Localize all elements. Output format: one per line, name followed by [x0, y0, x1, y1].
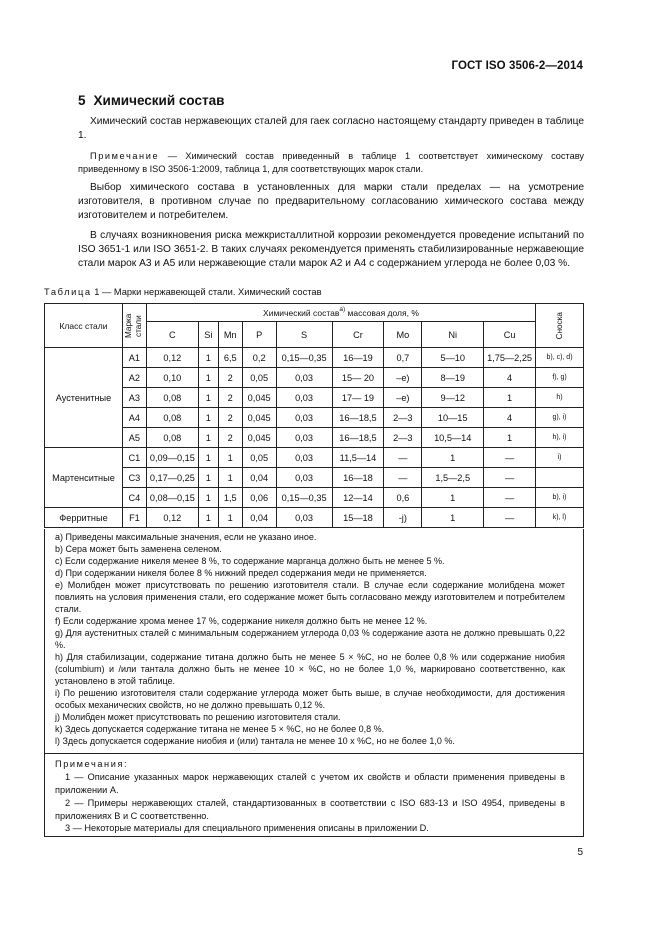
- note-item: 3 — Некоторые материалы для специального применения описаны в приложении D.: [65, 823, 429, 833]
- value-cell: 0,04: [242, 468, 276, 488]
- header-element: Cr: [332, 322, 384, 348]
- value-cell: 9—12: [422, 388, 484, 408]
- footnote-ref-cell: g), i): [536, 408, 584, 428]
- value-cell: 2: [218, 408, 242, 428]
- value-cell: -j): [384, 508, 422, 528]
- footnote-ref-cell: i): [536, 448, 584, 468]
- value-cell: —: [384, 468, 422, 488]
- table-notes: [44, 753, 584, 837]
- value-cell: 16—18,5: [332, 408, 384, 428]
- footnote: b) Сера может быть заменена селеном.: [55, 544, 222, 554]
- value-cell: 0,03: [276, 468, 332, 488]
- value-cell: 4: [484, 368, 536, 388]
- footnote-ref-cell: k), l): [536, 508, 584, 528]
- page-number: 5: [577, 847, 583, 858]
- value-cell: 1,5—2,5: [422, 468, 484, 488]
- header-steel-grade: [122, 304, 146, 348]
- paragraph-corrosion: В случаях возникновения риска межкристаллитной коррозии рекомендуется проведение испытаний по ISO 3651-1 или ISO 3651-2. В таких случаях рекомендуется применять стабилизированные нержавеющие стали марок А3 и А5 или нержавеющие стали марок А2 и А4 с содержанием углерода не более 0,03 %.: [78, 230, 584, 269]
- note-item: 1 — Описание указанных марок нержавеющих сталей с учетом их свойств и области применения приведены в приложении А.: [55, 772, 565, 795]
- footnote: e) Молибден может присутствовать по решению изготовителя стали. В случае если содержание молибдена может повлиять на условия применения стали, его содержание может быть согласовано между изготовителем и потребителем стали.: [55, 580, 565, 614]
- value-cell: 1,5: [218, 488, 242, 508]
- grade-cell: C3: [122, 468, 146, 488]
- value-cell: 6,5: [218, 348, 242, 368]
- value-cell: 0,04: [242, 508, 276, 528]
- header-composition-suffix: массовая доля, %: [345, 307, 419, 318]
- footnote-ref-cell: h), i): [536, 428, 584, 448]
- value-cell: 0,08: [146, 428, 198, 448]
- value-cell: 0,03: [276, 368, 332, 388]
- value-cell: —: [484, 468, 536, 488]
- grade-cell: A5: [122, 428, 146, 448]
- value-cell: 2—3: [384, 428, 422, 448]
- table-row: [45, 508, 584, 528]
- group-ferritic: Ферритные: [45, 508, 123, 528]
- footnote: k) Здесь допускается содержание титана не менее 5 × %С, но не более 0,8 %.: [55, 724, 385, 734]
- header-composition-sup: a): [339, 305, 346, 313]
- header-element: S: [276, 322, 332, 348]
- value-cell: 0,03: [276, 448, 332, 468]
- grade-cell: C4: [122, 488, 146, 508]
- section-title: Химический состав: [93, 93, 225, 108]
- value-cell: 0,08: [146, 408, 198, 428]
- value-cell: 0,12: [146, 508, 198, 528]
- value-cell: 2: [218, 368, 242, 388]
- value-cell: 0,09—0,15: [146, 448, 198, 468]
- grade-cell: A4: [122, 408, 146, 428]
- value-cell: 1: [198, 428, 218, 448]
- value-cell: 12—14: [332, 488, 384, 508]
- value-cell: 5—10: [422, 348, 484, 368]
- header-element: P: [242, 322, 276, 348]
- value-cell: 1: [484, 388, 536, 408]
- section-number: 5: [78, 93, 86, 108]
- value-cell: 16—18: [332, 468, 384, 488]
- value-cell: 1: [198, 408, 218, 428]
- value-cell: 8—19: [422, 368, 484, 388]
- header-element: Mo: [384, 322, 422, 348]
- value-cell: —: [484, 488, 536, 508]
- header-footnote: [536, 304, 584, 348]
- document-code: ГОСТ ISO 3506-2—2014: [451, 60, 583, 72]
- footnote: g) Для аустенитных сталей с минимальным содержанием углерода 0,03 % содержание азота не должно превышать 0,22 %.: [55, 628, 565, 650]
- group-austenitic: Аустенитные: [45, 348, 123, 448]
- value-cell: 0,03: [276, 408, 332, 428]
- table-row: [45, 408, 584, 428]
- header-composition: [146, 304, 535, 322]
- value-cell: 0,045: [242, 408, 276, 428]
- footnote-ref-cell: [536, 468, 584, 488]
- value-cell: 11,5—14: [332, 448, 384, 468]
- paragraph-intro: Химический состав нержавеющих сталей для гаек согласно настоящему стандарту приведен в таблице 1.: [78, 116, 584, 141]
- footnote: h) Для стабилизации, содержание титана должно быть не менее 5 × %С, но не более 0,8 % или содержание ниобия (columbium) и /или тантала должно быть не менее 10 × %С, но не более 1,0 %, маркировано соответственно, как установлено в этой таблице.: [55, 652, 565, 686]
- value-cell: 0,05: [242, 448, 276, 468]
- value-cell: 0,06: [242, 488, 276, 508]
- grade-cell: C1: [122, 448, 146, 468]
- value-cell: 0,03: [276, 508, 332, 528]
- header-element: Ni: [422, 322, 484, 348]
- value-cell: 16—18,5: [332, 428, 384, 448]
- header-element: Mn: [218, 322, 242, 348]
- note-paragraph: [78, 150, 584, 176]
- header-element: Cu: [484, 322, 536, 348]
- value-cell: 0,12: [146, 348, 198, 368]
- header-footnote-text: Сноска: [554, 311, 564, 340]
- value-cell: 0,6: [384, 488, 422, 508]
- value-cell: 1,75—2,25: [484, 348, 536, 368]
- footnote-ref-cell: f), g): [536, 368, 584, 388]
- table-row: [45, 468, 584, 488]
- value-cell: 0,045: [242, 388, 276, 408]
- value-cell: 10—15: [422, 408, 484, 428]
- footnote: j) Молибден может присутствовать по решению изготовителя стали.: [55, 712, 341, 722]
- grade-cell: A3: [122, 388, 146, 408]
- chemical-composition-table: [44, 303, 584, 528]
- value-cell: —: [384, 448, 422, 468]
- grade-cell: A2: [122, 368, 146, 388]
- footnote-ref-cell: h): [536, 388, 584, 408]
- value-cell: 0,15—0,35: [276, 348, 332, 368]
- value-cell: 1: [198, 488, 218, 508]
- footnote-ref-cell: b), c), d): [536, 348, 584, 368]
- value-cell: 0,045: [242, 428, 276, 448]
- footnote: c) Если содержание никеля менее 8 %, то содержание марганца должно быть не менее 5 %.: [55, 556, 445, 566]
- value-cell: 1: [218, 468, 242, 488]
- value-cell: 1: [198, 388, 218, 408]
- value-cell: 0,08: [146, 388, 198, 408]
- value-cell: –e): [384, 368, 422, 388]
- table-row: [45, 488, 584, 508]
- table-caption-text: 1 — Марки нержавеющей стали. Химический состав: [91, 287, 322, 297]
- value-cell: 17— 19: [332, 388, 384, 408]
- value-cell: 2: [218, 428, 242, 448]
- value-cell: 1: [422, 508, 484, 528]
- value-cell: 16—19: [332, 348, 384, 368]
- footnote: l) Здесь допускается содержание ниобия и (или) тантала не менее 10 х %С, но не более 1,0 %.: [55, 736, 455, 746]
- footnote: i) По решению изготовителя стали содержание углерода может быть выше, в случае необходимости, для достижения особых механических свойств, но не должно превышать 0,12 %.: [55, 688, 565, 710]
- footnote: f) Если содержание хрома менее 17 %, содержание никеля должно быть не менее 12 %.: [55, 616, 428, 626]
- footnote: a) Приведены максимальные значения, если не указано иное.: [55, 532, 317, 542]
- paragraph-selection: Выбор химического состава в установленных для марки стали пределах — на усмотрение изготовителя, в противном случае по предварительному согласованию химического состава между изготовителем и потребителем.: [78, 182, 584, 221]
- table-row: [45, 368, 584, 388]
- value-cell: 1: [198, 508, 218, 528]
- value-cell: 0,7: [384, 348, 422, 368]
- value-cell: 1: [422, 488, 484, 508]
- table-row: [45, 428, 584, 448]
- value-cell: 15—18: [332, 508, 384, 528]
- value-cell: —: [484, 508, 536, 528]
- value-cell: 1: [218, 508, 242, 528]
- value-cell: —: [484, 448, 536, 468]
- value-cell: 2: [218, 388, 242, 408]
- value-cell: 0,17—0,25: [146, 468, 198, 488]
- table-row: [45, 448, 584, 468]
- value-cell: 0,10: [146, 368, 198, 388]
- value-cell: 10,5—14: [422, 428, 484, 448]
- value-cell: 0,08—0,15: [146, 488, 198, 508]
- value-cell: –e): [384, 388, 422, 408]
- header-element: C: [146, 322, 198, 348]
- value-cell: 1: [198, 468, 218, 488]
- value-cell: 0,2: [242, 348, 276, 368]
- value-cell: 15— 20: [332, 368, 384, 388]
- note-text: — Химический состав приведенный в таблице 1 соответствует химическому составу приведенному в ISO 3506-1:2009, таблица 1, для соответствующих марок стали.: [78, 151, 584, 174]
- value-cell: 1: [198, 368, 218, 388]
- footnote-ref-cell: b), i): [536, 488, 584, 508]
- value-cell: 1: [218, 448, 242, 468]
- value-cell: 1: [422, 448, 484, 468]
- section-heading: [78, 93, 224, 108]
- table-caption-label: Таблица: [44, 287, 92, 297]
- value-cell: 1: [484, 428, 536, 448]
- header-composition-text: Химический состав: [263, 307, 340, 318]
- value-cell: 4: [484, 408, 536, 428]
- value-cell: 0,03: [276, 388, 332, 408]
- value-cell: 1: [198, 448, 218, 468]
- header-steel-class: Класс стали: [45, 304, 123, 348]
- table-footnotes: [44, 529, 584, 754]
- value-cell: 2—3: [384, 408, 422, 428]
- header-element: Si: [198, 322, 218, 348]
- table-caption: [44, 287, 322, 297]
- header-steel-grade-text: Марка стали: [124, 313, 144, 338]
- value-cell: 0,15—0,35: [276, 488, 332, 508]
- footnote: d) При содержании никеля более 8 % нижний предел содержания меди не применяется.: [55, 568, 427, 578]
- value-cell: 0,03: [276, 428, 332, 448]
- notes-label: Примечания:: [55, 759, 129, 769]
- value-cell: 0,05: [242, 368, 276, 388]
- grade-cell: F1: [122, 508, 146, 528]
- grade-cell: A1: [122, 348, 146, 368]
- value-cell: 1: [198, 348, 218, 368]
- table-row: [45, 348, 584, 368]
- table-row: [45, 388, 584, 408]
- group-martensitic: Мартенситные: [45, 448, 123, 508]
- note-label: Примечание: [90, 151, 160, 161]
- note-item: 2 — Примеры нержавеющих сталей, стандартизованных в соответствии с ISO 683-13 и ISO 4954, приведены в приложениях В и С соответственно.: [55, 798, 565, 821]
